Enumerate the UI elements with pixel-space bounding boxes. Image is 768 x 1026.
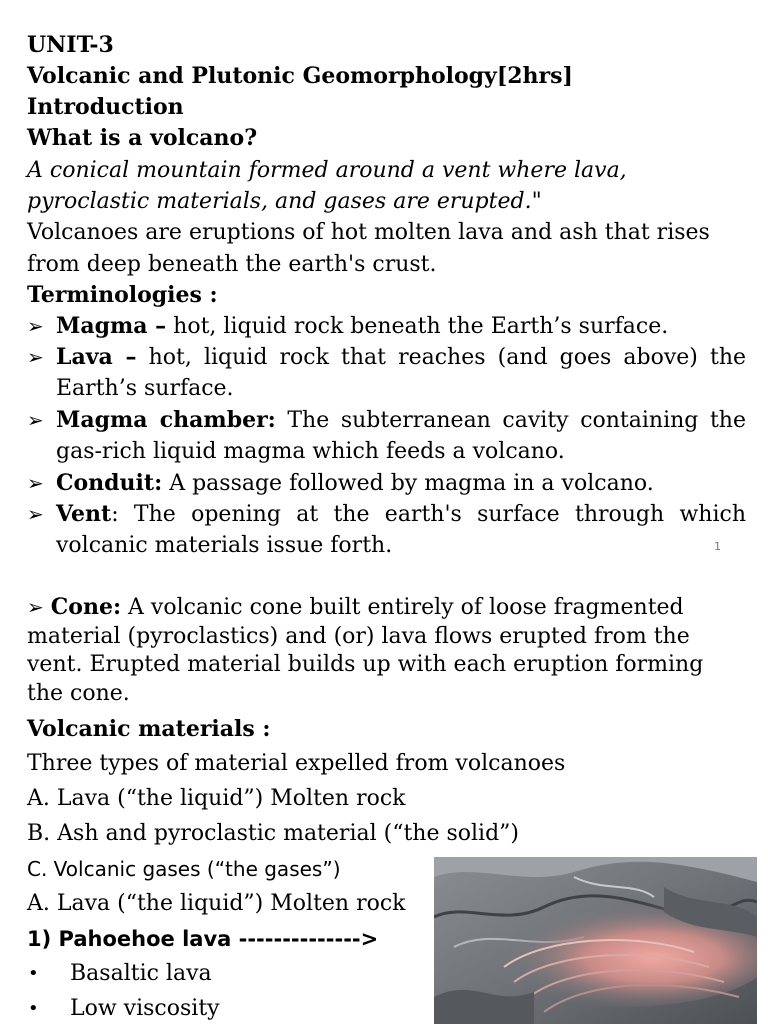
- cone-definition: A volcanic cone built entirely of loose fragmented material (pyroclastics) and (or) lava flows erupted from the vent. Erupted material builds up with each eruption forming the cone.: [27, 595, 704, 706]
- definition-line-1: A conical mountain formed around a vent where lava,: [27, 158, 627, 183]
- term-definition: : The opening at the earth's surface through which: [111, 502, 746, 527]
- term-label: Magma –: [56, 313, 167, 339]
- bullet-dot-icon: •: [28, 998, 39, 1019]
- material-a-repeat: A. Lava (“the liquid”) Molten rock: [27, 891, 406, 916]
- term-vent-continued: volcanic materials issue forth.: [56, 533, 393, 558]
- bullet-arrow-icon: ➢: [27, 345, 44, 369]
- pahoehoe-lava-photo: [434, 857, 757, 1024]
- bullet-arrow-icon: ➢: [27, 471, 44, 495]
- definition-line-2: pyroclastic materials, and gases are erupted.": [27, 189, 542, 214]
- list-item: Basaltic lava: [70, 961, 212, 986]
- cone-term: Cone:: [50, 594, 122, 620]
- list-item: Low viscosity: [70, 996, 220, 1021]
- description-line-2: from deep beneath the earth's crust.: [27, 252, 437, 277]
- term-definition: A passage followed by magma in a volcano.: [162, 471, 654, 496]
- term-conduit: [56, 468, 746, 499]
- material-c: C. Volcanic gases (“the gases”): [27, 857, 341, 881]
- bullet-arrow-icon: ➢: [27, 314, 44, 338]
- term-magma: [56, 311, 746, 342]
- unit-heading: UNIT-3: [27, 32, 114, 58]
- term-label: Conduit:: [56, 470, 163, 496]
- materials-heading: Volcanic materials :: [27, 716, 271, 742]
- intro-heading: Introduction: [27, 94, 184, 120]
- question-heading: What is a volcano?: [27, 125, 258, 151]
- term-label: Magma chamber:: [56, 407, 276, 433]
- term-magma-chamber: [56, 405, 746, 436]
- term-label: Lava –: [56, 344, 137, 370]
- term-magma-chamber-continued: gas-rich liquid magma which feeds a volcano.: [56, 439, 565, 464]
- materials-intro: Three types of material expelled from volcanoes: [27, 751, 566, 776]
- pahoehoe-heading: 1) Pahoehoe lava -------------->: [27, 927, 379, 951]
- term-vent: [56, 499, 746, 530]
- terminologies-heading: Terminologies :: [27, 282, 218, 308]
- term-definition: hot, liquid rock beneath the Earth’s surface.: [166, 314, 669, 339]
- bullet-arrow-icon: ➢: [27, 502, 44, 526]
- bullet-arrow-icon: ➢: [27, 408, 44, 432]
- term-lava: [56, 342, 746, 373]
- term-definition: The subterranean cavity containing the: [275, 408, 746, 433]
- description-line-1: Volcanoes are eruptions of hot molten lava and ash that rises: [27, 220, 710, 245]
- term-lava-continued: Earth’s surface.: [56, 376, 234, 401]
- page-number: 1: [714, 540, 721, 553]
- page-title: Volcanic and Plutonic Geomorphology[2hrs]: [27, 63, 573, 89]
- term-definition: hot, liquid rock that reaches (and goes above) the: [136, 345, 747, 370]
- cone-paragraph: [27, 593, 745, 708]
- bullet-arrow-icon: ➢: [27, 595, 44, 619]
- bullet-dot-icon: •: [28, 963, 39, 984]
- material-a: A. Lava (“the liquid”) Molten rock: [27, 786, 406, 811]
- term-label: Vent: [56, 501, 112, 527]
- material-b: B. Ash and pyroclastic material (“the solid”): [27, 821, 519, 846]
